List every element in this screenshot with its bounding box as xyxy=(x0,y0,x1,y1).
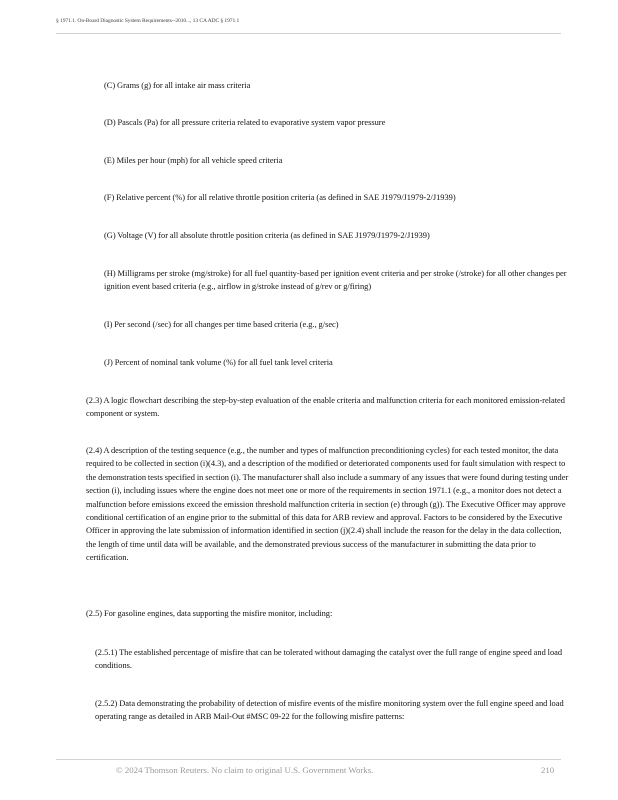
footer-divider xyxy=(56,759,561,760)
page-number: 210 xyxy=(541,765,555,775)
paragraph-f: (F) Relative percent (%) for all relative throttle position criteria (as defined in SAE J1979/J1979-2/J1939) xyxy=(104,193,456,202)
paragraph-d: (D) Pascals (Pa) for all pressure criteria related to evaporative system vapor pressure xyxy=(104,118,386,127)
paragraph-2-3: (2.3) A logic flowchart describing the step-by-step evaluation of the enable criteria and malfunction criteria for each monitored emission-related component or system. xyxy=(86,396,565,419)
paragraph-h: (H) Milligrams per stroke (mg/stroke) for all fuel quantity-based per ignition event criteria and per stroke (/stroke) for all other changes per ignition event based criteria (e.g., airflow in g/stroke instead of g/rev or g/firing) xyxy=(104,269,567,292)
paragraph-j: (J) Percent of nominal tank volume (%) for all fuel tank level criteria xyxy=(104,358,333,367)
paragraph-e: (E) Miles per hour (mph) for all vehicle speed criteria xyxy=(104,156,283,165)
header-divider xyxy=(56,33,561,34)
paragraph-g: (G) Voltage (V) for all absolute throttle position criteria (as defined in SAE J1979/J1979-2/J1939) xyxy=(104,231,430,240)
paragraph-2-5-1: (2.5.1) The established percentage of misfire that can be tolerated without damaging the catalyst over the full range of engine speed and load conditions. xyxy=(95,648,563,671)
paragraph-2-4: (2.4) A description of the testing sequence (e.g., the number and types of malfunction preconditioning cycles) for each tested monitor, the data required to be collected in section (i)(4.3), and a description of the modified or deteriorated components used for fault simulation with respect to the demonstration tests specified in section (i). The manufacturer shall also include a summary of any issues that were found during testing under section (i), including issues where the engine does not meet one or more of the requirements in section 1971.1 (e.g., a monitor does not detect a malfunction before emissions exceed the emission threshold malfunction criteria in section (e) through (g)). The Executive Officer may approve conditional certification of an engine prior to the submittal of this data for ARB review and approval. Factors to be considered by the Executive Officer in approving the late submission of information identified in section (j)(2.4) shall include the reason for the delay in the data collection, the length of time until data will be available, and the demonstrated previous success of the manufacturer in submitting the data prior to certification. xyxy=(86,446,569,563)
paragraph-i: (I) Per second (/sec) for all changes per time based criteria (e.g., g/sec) xyxy=(104,320,339,329)
paragraph-c: (C) Grams (g) for all intake air mass criteria xyxy=(104,81,251,90)
paragraph-2-5: (2.5) For gasoline engines, data supporting the misfire monitor, including: xyxy=(86,609,333,618)
running-header: § 1971.1. On-Board Diagnostic System Requirements--2010..., 13 CA ADC § 1971.1 xyxy=(56,18,240,24)
paragraph-2-5-2: (2.5.2) Data demonstrating the probability of detection of misfire events of the misfire monitoring system over the full engine speed and load operating range as detailed in ARB Mail-Out #MSC 09-22 for the following misfire patterns: xyxy=(95,699,564,722)
copyright-notice: © 2024 Thomson Reuters. No claim to original U.S. Government Works. xyxy=(116,765,374,775)
